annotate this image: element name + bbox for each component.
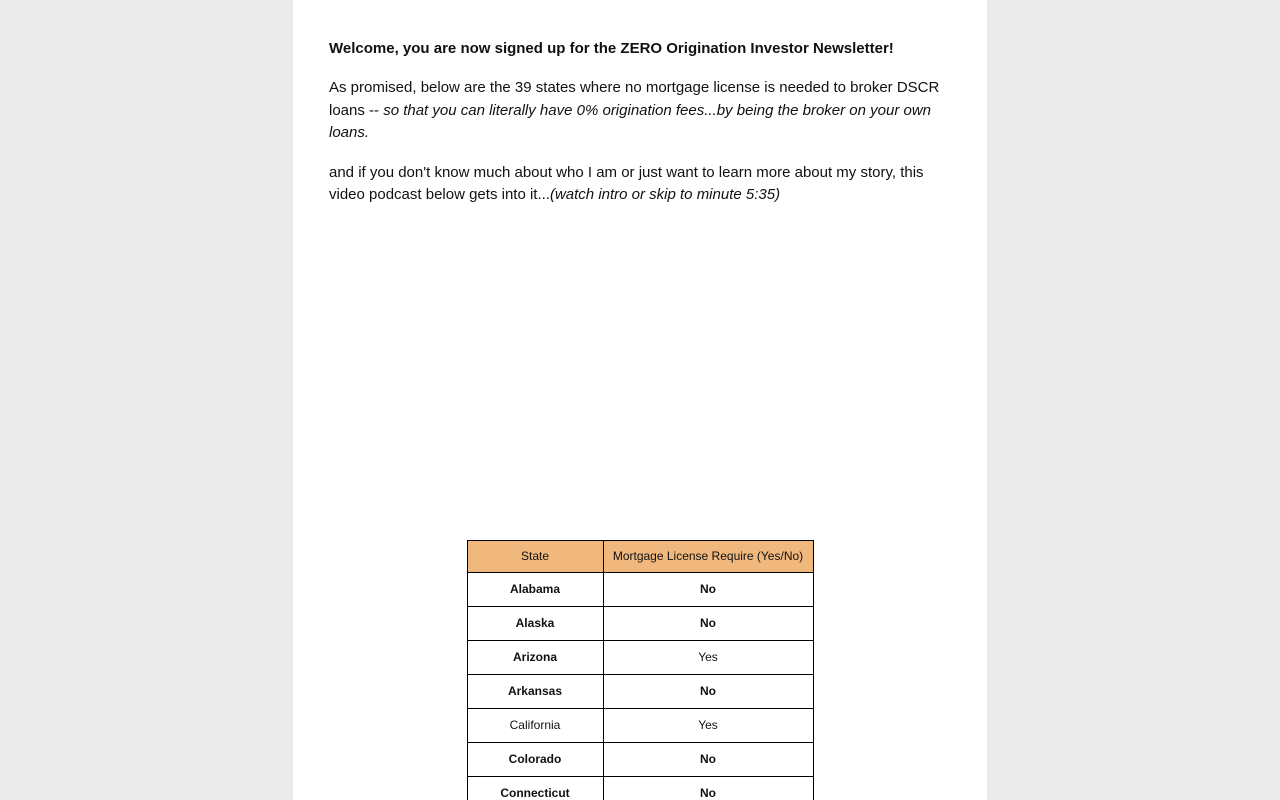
table-row bbox=[467, 640, 813, 674]
story-paragraph bbox=[329, 162, 951, 207]
intro-paragraph-italic-text: so that you can literally have 0% origination fees...by being the broker on your own loans. bbox=[329, 101, 932, 141]
table-row bbox=[467, 742, 813, 776]
intro-paragraph-regular-text: As promised, below are the 39 states where no mortgage license is needed to broker DSCR loans -- bbox=[329, 79, 940, 119]
newsletter-welcome-heading: Welcome, you are now signed up for the ZERO Origination Investor Newsletter! bbox=[329, 40, 894, 57]
table-row bbox=[467, 776, 813, 800]
column-header-license: Mortgage License Require (Yes/No) bbox=[603, 540, 813, 572]
story-paragraph-regular-text: and if you don't know much about who I am or just want to learn more about my story, this video podcast below gets into it... bbox=[329, 163, 924, 203]
intro-paragraph bbox=[329, 77, 951, 145]
license-required-cell: No bbox=[603, 572, 813, 606]
states-table-body bbox=[467, 572, 813, 800]
license-required-cell: No bbox=[603, 776, 813, 800]
license-required-cell: Yes bbox=[603, 640, 813, 674]
states-table-header bbox=[467, 540, 813, 572]
state-cell: Arizona bbox=[467, 640, 603, 674]
table-row bbox=[467, 708, 813, 742]
state-cell: Colorado bbox=[467, 742, 603, 776]
states-license-table bbox=[467, 540, 814, 800]
email-content-card bbox=[293, 0, 987, 800]
license-required-cell: No bbox=[603, 674, 813, 708]
table-row bbox=[467, 674, 813, 708]
state-cell: Arkansas bbox=[467, 674, 603, 708]
license-required-cell: No bbox=[603, 742, 813, 776]
table-row bbox=[467, 572, 813, 606]
state-cell: Alaska bbox=[467, 606, 603, 640]
state-cell: California bbox=[467, 708, 603, 742]
table-header-row bbox=[467, 540, 813, 572]
table-row bbox=[467, 606, 813, 640]
story-paragraph-italic-text: (watch intro or skip to minute 5:35) bbox=[549, 186, 781, 203]
column-header-state: State bbox=[467, 540, 603, 572]
state-cell: Alabama bbox=[467, 572, 603, 606]
state-cell: Connecticut bbox=[467, 776, 603, 800]
license-required-cell: Yes bbox=[603, 708, 813, 742]
video-embed-placeholder bbox=[329, 224, 951, 540]
license-required-cell: No bbox=[603, 606, 813, 640]
